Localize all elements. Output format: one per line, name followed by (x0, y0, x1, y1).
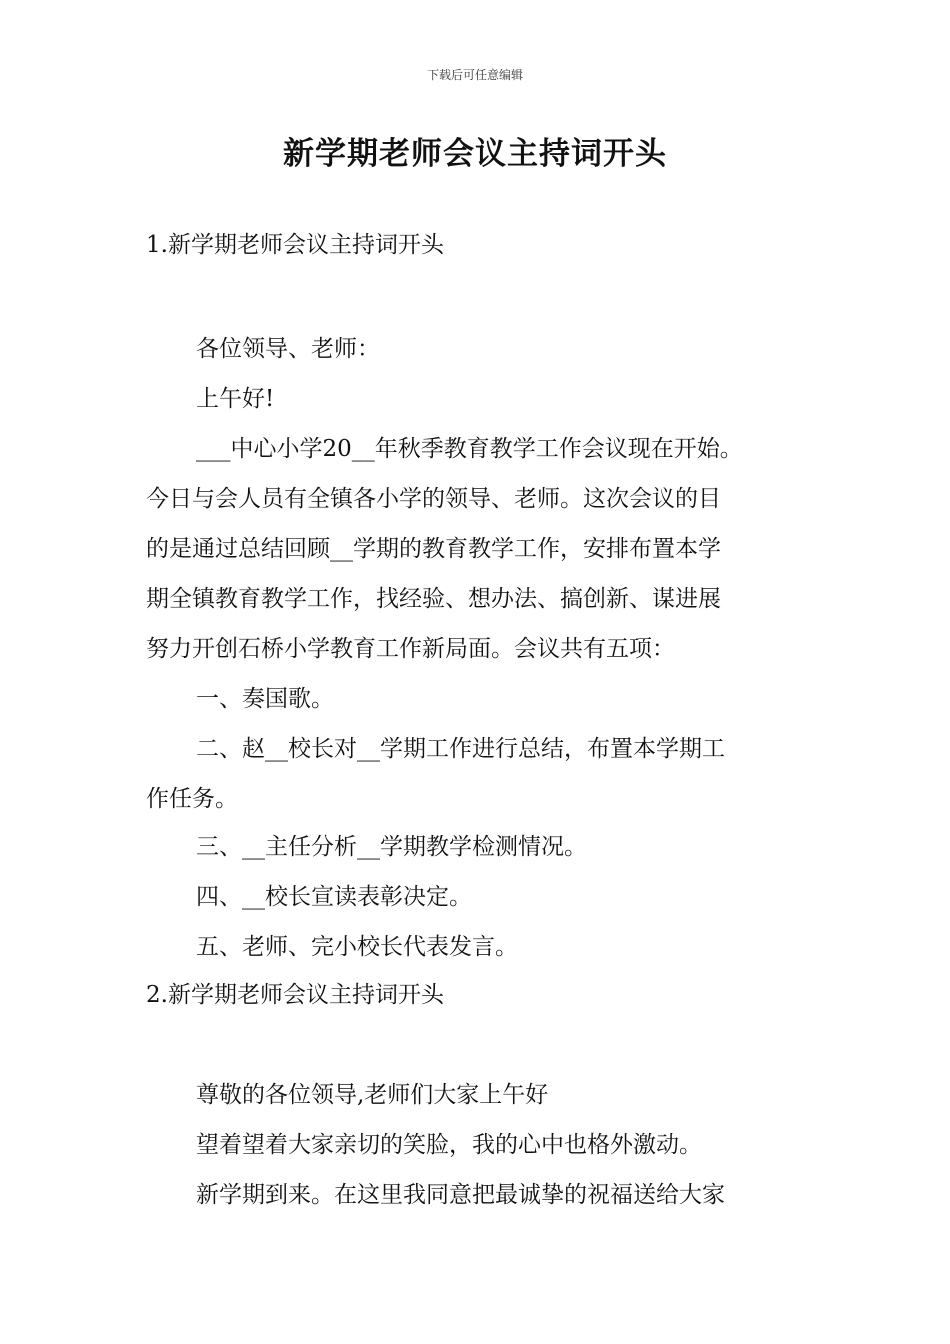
section-heading-1: 1.新学期老师会议主持词开头 (146, 232, 444, 258)
agenda-item-4: 四、__校长宣读表彰决定。 (196, 884, 472, 910)
agenda-item-2-continued: 作任务。 (146, 786, 238, 812)
paragraph-line: ___中心小学20__年秋季教育教学工作会议现在开始。 (196, 436, 743, 462)
paragraph-line: 望着望着大家亲切的笑脸，我的心中也格外激动。 (196, 1132, 702, 1158)
paragraph-line: 期全镇教育教学工作，找经验、想办法、搞创新、谋进展 (146, 586, 721, 612)
agenda-item-2: 二、赵__校长对__学期工作进行总结，布置本学期工 (196, 736, 725, 762)
greeting: 上午好! (196, 386, 275, 412)
paragraph-line: 努力开创石桥小学教育工作新局面。会议共有五项： (146, 636, 675, 662)
salutation: 各位领导、老师： (196, 336, 380, 362)
header-note: 下载后可任意编辑 (426, 68, 523, 82)
document-title: 新学期老师会议主持词开头 (283, 136, 667, 172)
agenda-item-1: 一、奏国歌。 (196, 686, 334, 712)
paragraph-line: 今日与会人员有全镇各小学的领导、老师。这次会议的目 (146, 486, 721, 512)
paragraph-line: 新学期到来。在这里我同意把最诚挚的祝福送给大家 (196, 1182, 725, 1208)
section-heading-2: 2.新学期老师会议主持词开头 (146, 982, 444, 1008)
agenda-item-5: 五、老师、完小校长代表发言。 (196, 934, 518, 960)
salutation-2: 尊敬的各位领导,老师们大家上午好 (196, 1082, 549, 1108)
agenda-item-3: 三、__主任分析__学期教学检测情况。 (196, 834, 587, 860)
paragraph-line: 的是通过总结回顾__学期的教育教学工作，安排布置本学 (146, 536, 721, 562)
